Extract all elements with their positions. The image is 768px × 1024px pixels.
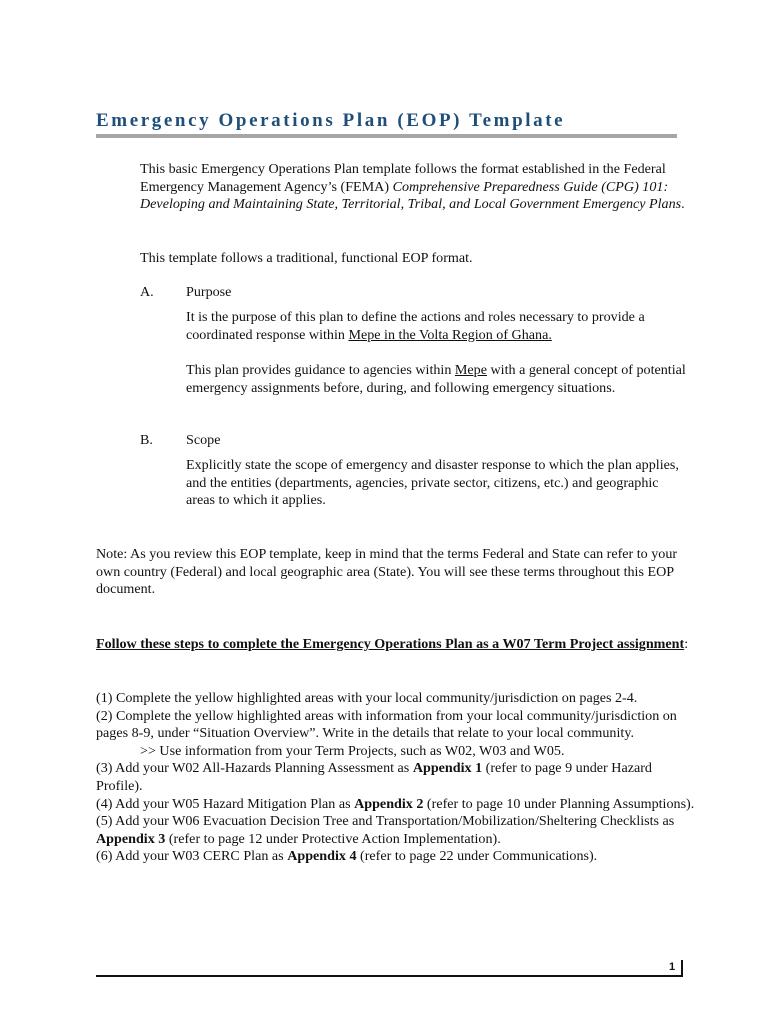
- step-4-lead: (4) Add your W05 Hazard Mitigation Plan as: [96, 795, 355, 812]
- format-statement: This template follows a traditional, functional EOP format.: [140, 250, 473, 266]
- steps-heading-colon: :: [684, 636, 689, 652]
- step-4: [96, 796, 696, 814]
- steps-list: [96, 690, 696, 866]
- step-6: [96, 848, 696, 866]
- step-5: [96, 813, 696, 848]
- steps-heading: [96, 636, 696, 654]
- section-a-heading: Purpose: [186, 284, 232, 300]
- section-a-p2-lead: This plan provides guidance to agencies within: [186, 362, 455, 378]
- step-3: [96, 760, 696, 795]
- appendix-2-label: Appendix 2: [354, 795, 424, 812]
- section-a-p1-lead: It is the purpose of this plan to define the actions and roles necessary to provide a coordinated response within: [186, 309, 645, 343]
- section-a-paragraph-1: [186, 309, 686, 344]
- section-a-marker: A.: [140, 284, 154, 300]
- step-3-lead: (3) Add your W02 All-Hazards Planning Assessment as: [96, 760, 413, 777]
- step-5-lead: (5) Add your W06 Evacuation Decision Tree and Transportation/Mobilization/Sheltering Checklists as: [96, 813, 675, 830]
- section-b-heading: Scope: [186, 432, 221, 448]
- step-6-rest: (refer to page 22 under Communications).: [356, 848, 598, 865]
- step-2: (2) Complete the yellow highlighted areas with information from your local community/jurisdiction on pages 8-9, under “Situation Overview”. Write in the details that relate to your local community.: [96, 707, 677, 742]
- appendix-4-label: Appendix 4: [287, 848, 357, 865]
- appendix-1-label: Appendix 1: [412, 760, 483, 777]
- footer-page-bar: [681, 960, 683, 977]
- steps-heading-text: Follow these steps to complete the Emergency Operations Plan as a W07 Term Project assignment: [96, 636, 685, 652]
- step-4-rest: (refer to page 10 under Planning Assumptions).: [423, 795, 695, 812]
- footer-rule: [96, 975, 683, 977]
- document-title: Emergency Operations Plan (EOP) Template: [96, 110, 566, 131]
- jurisdiction-name: Mepe: [454, 362, 487, 378]
- note-paragraph: Note: As you review this EOP template, keep in mind that the terms Federal and State can refer to your own country (Federal) and local geographic area (State). You will see these terms throughout this EOP document.: [96, 546, 678, 598]
- step-5-rest: (refer to page 12 under Protective Action Implementation).: [165, 830, 501, 847]
- page-number: 1: [669, 961, 676, 973]
- step-2-subnote: >> Use information from your Term Projects, such as W02, W03 and W05.: [140, 742, 565, 759]
- step-3-rest: (refer to page 9 under Hazard Profile).: [96, 760, 652, 794]
- section-b-paragraph: Explicitly state the scope of emergency and disaster response to which the plan applies, and the entities (departments, agencies, private sector, citizens, etc.) and geographic areas to which it applies.: [186, 457, 679, 509]
- section-a-p2-rest: with a general concept of potential emergency assignments before, during, and following emergency situations.: [186, 362, 686, 396]
- section-a-paragraph-2: [186, 362, 686, 397]
- intro-paragraph: [140, 161, 688, 214]
- title-underline-rule: [96, 134, 677, 138]
- appendix-3-label: Appendix 3: [96, 830, 166, 847]
- section-b-marker: B.: [140, 432, 153, 448]
- step-1: (1) Complete the yellow highlighted areas with your local community/jurisdiction on pages 2-4.: [96, 690, 638, 706]
- step-6-lead: (6) Add your W03 CERC Plan as: [96, 848, 288, 865]
- intro-guide-title: Comprehensive Preparedness Guide (CPG) 101: Developing and Maintaining State, Territorial, Tribal, and Local Government Emergency Plans: [140, 178, 682, 213]
- jurisdiction-location: Mepe in the Volta Region of Ghana.: [348, 326, 552, 343]
- intro-lead: This basic Emergency Operations Plan template follows the format established in the Federal Emergency Management Agency’s (FEMA): [140, 161, 666, 195]
- intro-end: .: [681, 196, 685, 213]
